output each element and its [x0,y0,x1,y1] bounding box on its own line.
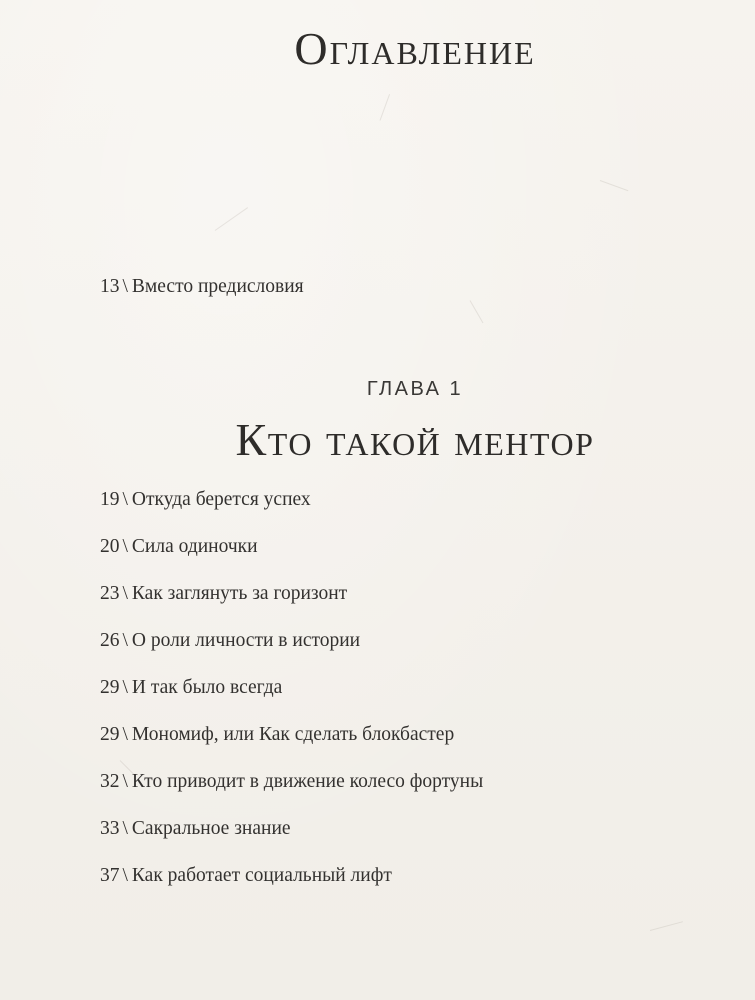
paper-fiber [650,921,683,931]
toc-entry[interactable] [100,536,258,558]
toc-entry[interactable] [100,583,347,605]
toc-entry-separator: \ [122,583,128,604]
toc-entry[interactable] [100,489,311,511]
toc-entry-title: Сакральное знание [131,818,291,839]
toc-entry-separator: \ [122,677,128,698]
paper-fiber [470,300,484,323]
toc-entry-page: 19 [100,489,120,510]
toc-entry-title: Мономиф, или Как сделать блокбастер [131,724,455,745]
toc-entry-page: 29 [100,724,120,745]
paper-fiber [215,207,248,231]
toc-entry-separator: \ [122,771,128,792]
toc-entry-title: Откуда берется успех [131,489,311,510]
toc-entry-page: 13 [100,276,120,297]
paper-fiber [600,180,629,191]
toc-entry-page: 29 [100,677,120,698]
toc-entry-page: 33 [100,818,120,839]
toc-entry[interactable] [100,818,291,840]
toc-entry-title: Сила одиночки [131,536,258,557]
toc-entry-title: О роли личности в истории [131,630,361,651]
toc-title: Оглавление [294,23,536,74]
toc-entry[interactable] [100,865,392,887]
toc-entry-page: 20 [100,536,120,557]
chapter-title: Кто такой ментор [235,414,595,465]
toc-entry-preface[interactable] [100,276,304,298]
toc-entry-page: 26 [100,630,120,651]
paper-fiber [380,94,391,121]
toc-entry-separator: \ [122,489,128,510]
toc-entry[interactable] [100,724,454,746]
toc-entry-title: И так было всегда [131,677,283,698]
toc-entry-separator: \ [122,276,128,297]
toc-entry[interactable] [100,771,483,793]
toc-entry-title: Кто приводит в движение колесо фортуны [131,771,484,792]
toc-entry-title: Как работает социальный лифт [131,865,392,886]
toc-entry-title: Вместо предисловия [131,276,304,297]
toc-entry-separator: \ [122,818,128,839]
toc-entry-page: 32 [100,771,120,792]
chapter-label: ГЛАВА 1 [366,378,464,400]
toc-entry-page: 37 [100,865,120,886]
toc-entry-separator: \ [122,865,128,886]
toc-entry-title: Как заглянуть за горизонт [131,583,348,604]
toc-entry-separator: \ [122,536,128,557]
toc-entry[interactable] [100,630,360,652]
toc-entry-separator: \ [122,724,128,745]
toc-entry-page: 23 [100,583,120,604]
toc-entry[interactable] [100,677,282,699]
toc-entry-separator: \ [122,630,128,651]
